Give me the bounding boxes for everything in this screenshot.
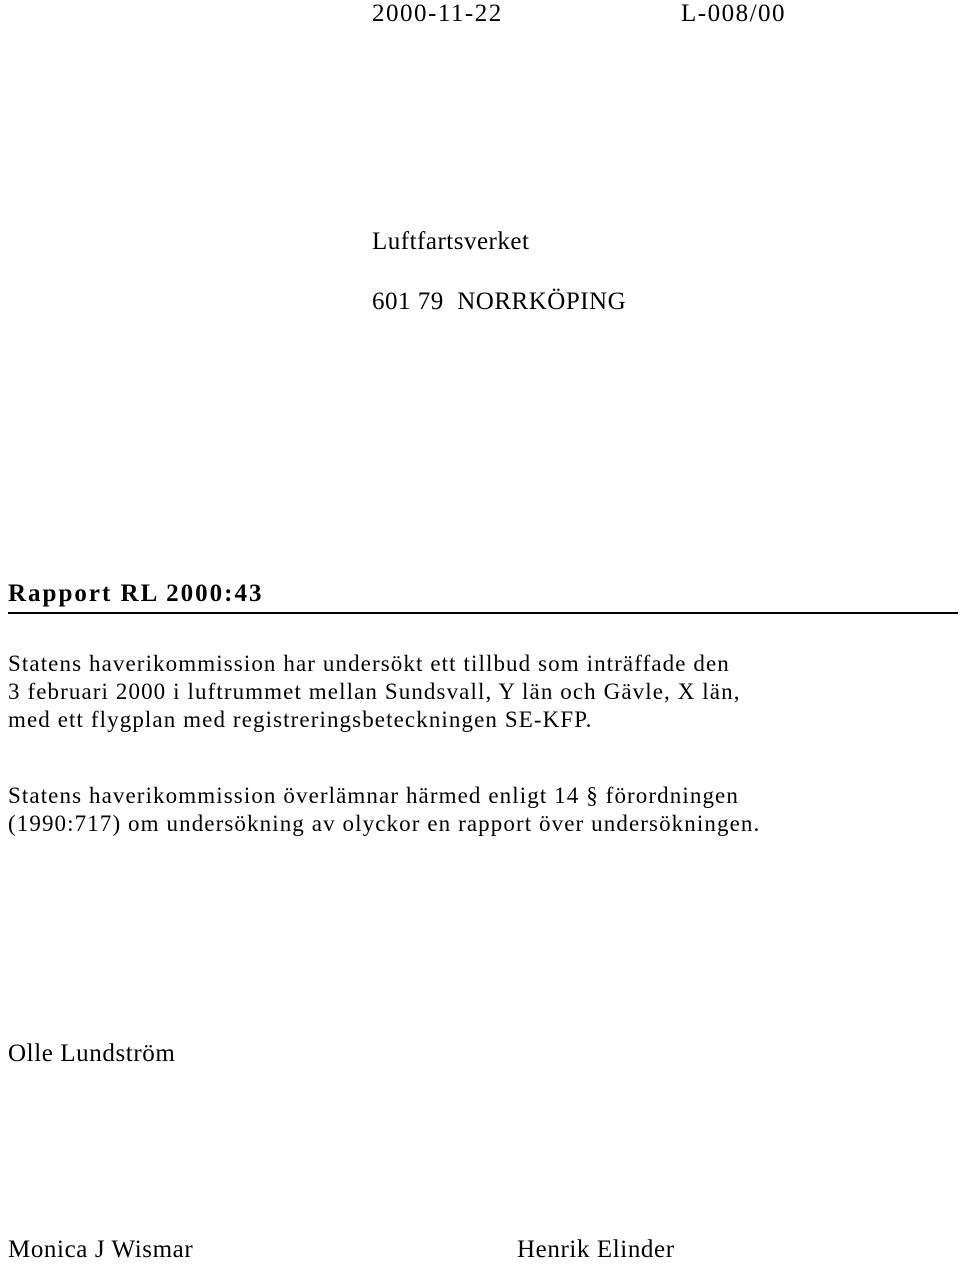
title-divider xyxy=(8,612,958,614)
document-reference: L-008/00 xyxy=(681,0,787,27)
recipient-postal-code: 601 79 xyxy=(372,288,444,315)
paragraph-1-line-3: med ett flygplan med registreringsbeteckningen SE-KFP. xyxy=(8,707,593,732)
signature-olle-lundstrom: Olle Lundström xyxy=(8,1040,176,1067)
document-date: 2000-11-22 xyxy=(372,0,503,27)
paragraph-1-line-2: 3 februari 2000 i luftrummet mellan Sundsvall, Y län och Gävle, X län, xyxy=(8,679,741,704)
recipient-city: NORRKÖPING xyxy=(457,288,627,315)
paragraph-2-line-2: (1990:717) om undersökning av olyckor en rapport över undersökningen. xyxy=(8,811,761,836)
paragraph-2-line-1: Statens haverikommission överlämnar härmed enligt 14 § förordningen xyxy=(8,783,739,808)
recipient-name: Luftfartsverket xyxy=(372,228,530,255)
paragraph-1-line-1: Statens haverikommission har undersökt ett tillbud som inträffade den xyxy=(8,651,730,676)
recipient-address xyxy=(372,288,626,316)
signature-henrik-elinder: Henrik Elinder xyxy=(517,1236,675,1263)
report-title: Rapport RL 2000:43 xyxy=(8,580,264,607)
signature-monica-wismar: Monica J Wismar xyxy=(8,1236,194,1263)
